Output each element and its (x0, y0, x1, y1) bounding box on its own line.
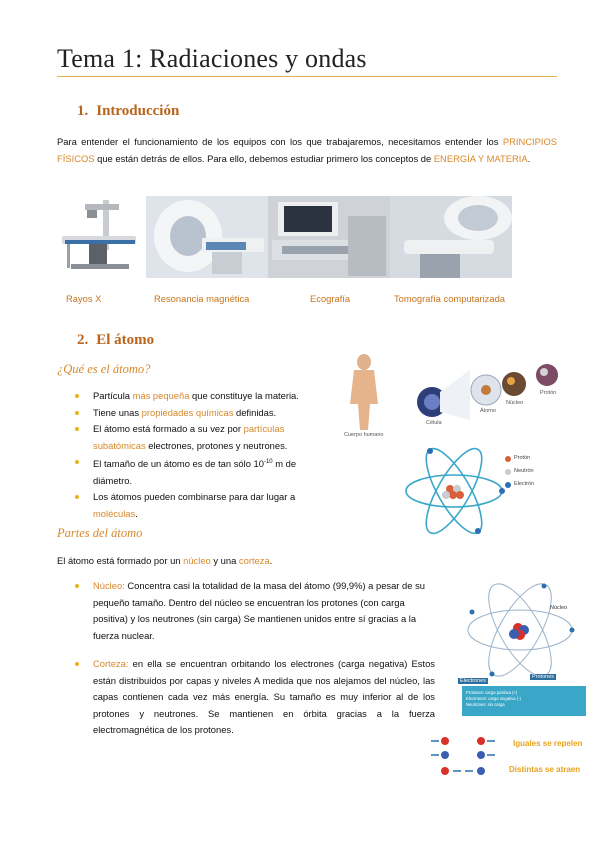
section-2-heading (77, 332, 154, 349)
nucleus-item (75, 578, 435, 644)
crust-label: Corteza: (93, 658, 129, 669)
caption-ultrasound: Ecografía (310, 293, 351, 304)
subheading-atom-parts: Partes del átomo (57, 526, 143, 540)
atom-structure-diagram (462, 582, 586, 716)
diagram-label-nucleus: Núcleo (550, 605, 568, 611)
atom-diagram (402, 445, 542, 535)
legend-proton: Protón (514, 455, 531, 461)
crust-item (75, 656, 435, 739)
legend-neutron: Neutrón (514, 468, 534, 474)
legend-electron: Electrón (514, 481, 535, 487)
label-cell: Célula (426, 420, 442, 426)
section-1-title: Introducción (96, 103, 180, 119)
diagram-caption: Protones: carga positiva (+) Electrones: carga negativa (-) Neutrones: sin carga (466, 690, 521, 707)
intro-paragraph (57, 133, 557, 167)
xray-machine-image (57, 196, 143, 278)
intro-highlight-physics: PRINCIPIOS FÍSICOS (57, 136, 557, 164)
subheading-what-is-atom: ¿Qué es el átomo? (57, 362, 151, 376)
list-item: El tamaño de un átomo es de tan sólo $10^{-10}$ m de diámetro. (75, 454, 323, 489)
intro-text-3: . (527, 153, 531, 164)
scale-figure (340, 350, 560, 442)
ct-scanner-image (390, 196, 512, 278)
bullet-dot (75, 662, 79, 666)
section-2-number: 2. (77, 332, 89, 348)
atom-bullet-list (75, 388, 323, 522)
list-item: Los átomos pueden combinarse para dar lugar a moléculas. (75, 489, 323, 522)
mri-machine-image (146, 196, 268, 278)
intro-text-2: que están detrás de ellos. Para ello, debemos estudiar primero los conceptos de (97, 153, 432, 164)
page-title: Tema 1: Radiaciones y ondas (57, 44, 367, 73)
nucleus-label: Núcleo: (93, 580, 125, 591)
section-1-heading (77, 103, 179, 120)
section-1-number: 1. (77, 103, 89, 119)
diagram-label-electrons: Electrones (460, 678, 486, 684)
label-nucleus: Núcleo (506, 400, 524, 406)
list-item: Tiene unas propiedades químicas definidas. (75, 405, 323, 422)
label-equal-repel: Iguales se repelen (513, 739, 583, 748)
label-proton: Protón (540, 390, 557, 396)
diagram-label-protons: Protones (532, 674, 555, 680)
atom-parts-intro: El átomo está formado por un núcleo y una corteza. (57, 555, 273, 566)
caption-ct: Tomografía computarizada (394, 293, 505, 304)
list-item: El átomo está formado a su vez por partículas subatómicas electrones, protones y neutrones. (75, 421, 323, 454)
charges-figure (425, 733, 595, 783)
ultrasound-image (268, 196, 390, 278)
nucleus-text: Concentra casi la totalidad de la masa del átomo (99,9%) a pesar de su pequeño tamaño. Dentro del núcleo se encuentran los protones (con carga positiva) y los neutrones (sin carga) Se mantienen unidos entre sí gracias a la fuerza nuclear. (93, 580, 425, 641)
label-human-body: Cuerpo humano (344, 432, 384, 438)
crust-text: en ella se encuentran orbitando los electrones (carga negativa) Estos están distribuidos por capas y niveles A medida que nos alejamos del núcleo, las capas contienen cada vez más energía. Su tamaño es muy inferior al de los protones y neutrones. Se mantienen en órbita gracias a la fuerza electromagnética de los protones. (93, 658, 435, 735)
label-atom: Átomo (480, 408, 496, 414)
caption-xray: Rayos X (66, 293, 102, 304)
caption-mri: Resonancia magnética (154, 293, 250, 304)
label-different-attract: Distintas se atraen (509, 765, 581, 774)
bullet-dot (75, 584, 79, 588)
intro-text-1: Para entender el funcionamiento de los equipos con los que trabajaremos, necesitamos entender los (57, 136, 499, 147)
section-2-title: El átomo (96, 332, 155, 348)
list-item: Partícula más pequeña que constituye la materia. (75, 388, 323, 405)
title-divider (57, 76, 557, 77)
intro-highlight-energy: ENERGÍA Y MATERIA (433, 153, 528, 164)
